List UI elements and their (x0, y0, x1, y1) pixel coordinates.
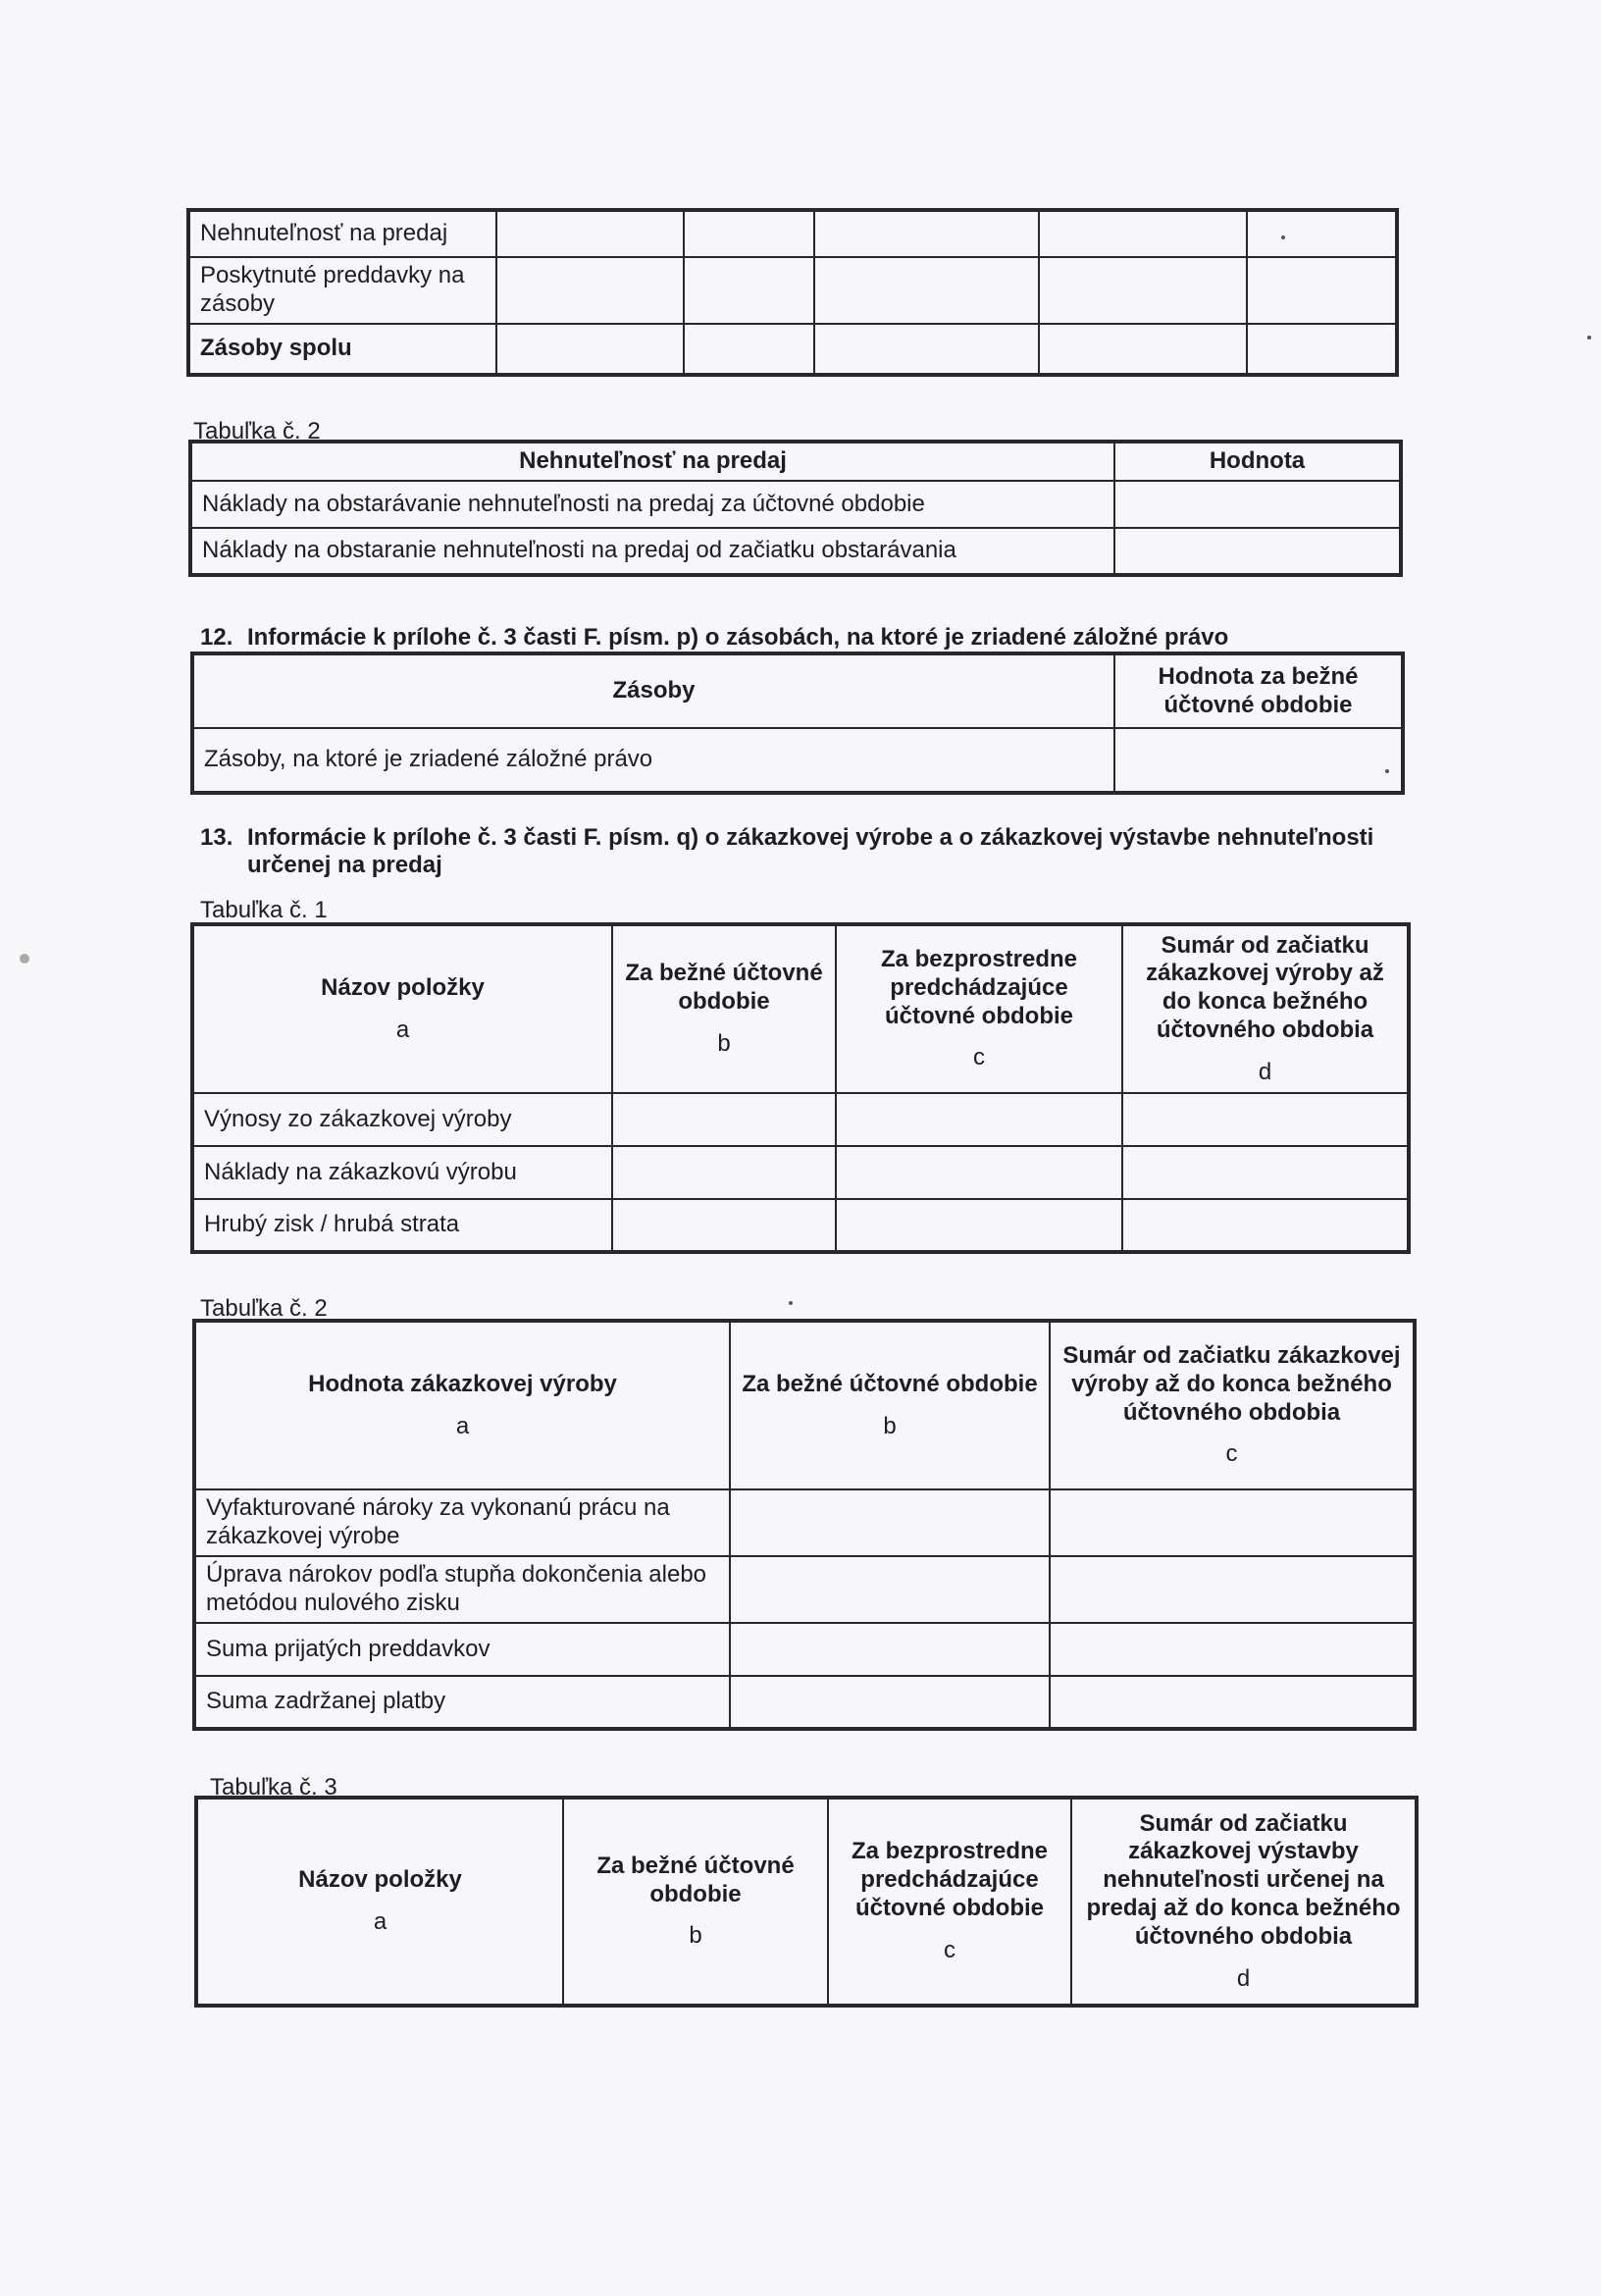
value-cell[interactable] (1247, 257, 1397, 324)
table-row (188, 210, 1397, 257)
scan-speck (1385, 769, 1389, 773)
header-text: Názov položky (298, 1866, 462, 1894)
table-header-row (194, 1321, 1415, 1489)
table-row (188, 324, 1397, 375)
value-cell[interactable] (1050, 1623, 1415, 1676)
section-title: Informácie k prílohe č. 3 časti F. písm. p) o zásobách, na ktoré je zriadené záložné právo (247, 624, 1229, 651)
value-cell[interactable] (684, 324, 814, 375)
column-header: Hodnota (1114, 442, 1401, 481)
row-label: Suma prijatých preddavkov (194, 1623, 730, 1676)
value-cell[interactable] (496, 210, 684, 257)
value-cell[interactable] (496, 324, 684, 375)
section-13-heading (200, 824, 1436, 879)
column-header (730, 1321, 1050, 1489)
table-row (190, 481, 1401, 528)
column-header (612, 924, 836, 1093)
column-letter: c (1225, 1440, 1238, 1468)
column-header (196, 1798, 563, 2006)
table-header-row (190, 442, 1401, 481)
table-caption: Tabuľka č. 2 (200, 1295, 328, 1322)
value-cell[interactable] (1039, 324, 1247, 375)
header-text: Za bežné účtovné obdobie (596, 1852, 795, 1907)
column-header: Hodnota za bežné účtovné obdobie (1114, 653, 1403, 728)
section-title-cont: určenej na predaj (247, 852, 442, 878)
table-caption: Tabuľka č. 1 (200, 897, 328, 923)
column-letter: c (944, 1936, 955, 1963)
header-text: Sumár od začiatku zákazkovej výroby až do konca bežného účtovného obdobia (1146, 931, 1384, 1043)
value-cell[interactable] (730, 1623, 1050, 1676)
value-cell[interactable] (684, 257, 814, 324)
value-cell[interactable] (1114, 528, 1401, 575)
table-header-row (192, 924, 1409, 1093)
section-number: 13. (200, 824, 233, 851)
header-text: Za bežné účtovné obdobie (742, 1370, 1038, 1397)
row-label: Nehnuteľnosť na predaj (188, 210, 496, 257)
row-label: Náklady na obstaranie nehnuteľnosti na predaj od začiatku obstarávania (190, 528, 1114, 575)
table-header-row (192, 653, 1403, 728)
value-cell[interactable] (1114, 481, 1401, 528)
column-header: Zásoby (192, 653, 1114, 728)
section-title: Informácie k prílohe č. 3 časti F. písm. q) o zákazkovej výrobe a o zákazkovej výstavbe nehnuteľnosti (247, 824, 1374, 851)
section-12-heading (200, 624, 1228, 652)
value-cell[interactable] (730, 1489, 1050, 1556)
column-header (1122, 924, 1409, 1093)
value-cell[interactable] (814, 210, 1039, 257)
row-label: Náklady na obstarávanie nehnuteľnosti na predaj za účtovné obdobie (190, 481, 1114, 528)
scan-speck (1281, 235, 1285, 239)
value-cell[interactable] (684, 210, 814, 257)
real-estate-construction-table (194, 1796, 1419, 2008)
header-text: Za bezprostredne predchádzajúce účtovné obdobie (880, 945, 1078, 1029)
column-letter: b (689, 1922, 702, 1950)
row-label: Výnosy zo zákazkovej výroby (192, 1093, 612, 1146)
header-text: Názov položky (321, 973, 485, 1001)
property-for-sale-table (188, 440, 1403, 577)
value-cell[interactable] (1050, 1489, 1415, 1556)
value-cell[interactable] (1050, 1556, 1415, 1623)
column-letter: b (883, 1412, 897, 1439)
header-text: Za bežné účtovné obdobie (625, 960, 823, 1016)
table-row (194, 1489, 1415, 1556)
scan-speck (20, 954, 29, 964)
column-header (192, 924, 612, 1093)
contract-production-table-1 (190, 922, 1411, 1254)
value-cell[interactable] (496, 257, 684, 324)
value-cell[interactable] (612, 1146, 836, 1199)
value-cell[interactable] (836, 1146, 1122, 1199)
row-label: Vyfakturované nároky za vykonanú prácu na zákazkovej výrobe (194, 1489, 730, 1556)
value-cell[interactable] (1247, 210, 1397, 257)
value-cell[interactable] (1122, 1146, 1409, 1199)
row-label-total: Zásoby spolu (188, 324, 496, 375)
header-text: Sumár od začiatku zákazkovej výroby až do konca bežného účtovného obdobia (1062, 1341, 1401, 1426)
row-label: Suma zadržanej platby (194, 1676, 730, 1729)
table-row (194, 1623, 1415, 1676)
column-letter: a (373, 1908, 387, 1935)
row-label: Hrubý zisk / hrubá strata (192, 1199, 612, 1252)
table-row (192, 728, 1403, 793)
value-cell[interactable] (836, 1199, 1122, 1252)
value-cell[interactable] (1050, 1676, 1415, 1729)
value-cell[interactable] (612, 1199, 836, 1252)
table-row (190, 528, 1401, 575)
table-row (192, 1199, 1409, 1252)
contract-production-table-2 (192, 1319, 1417, 1731)
header-text: Za bezprostredne predchádzajúce účtovné obdobie (851, 1838, 1049, 1921)
column-header: Nehnuteľnosť na predaj (190, 442, 1114, 481)
header-text: Sumár od začiatku zákazkovej výstavby nehnuteľnosti určenej na predaj až do konca bežného účtovného obdobia (1086, 1809, 1401, 1950)
value-cell[interactable] (1247, 324, 1397, 375)
table-row (192, 1146, 1409, 1199)
value-cell[interactable] (1039, 257, 1247, 324)
column-header (836, 924, 1122, 1093)
table-caption: Tabuľka č. 3 (210, 1774, 337, 1800)
value-cell[interactable] (612, 1093, 836, 1146)
scan-speck (1587, 336, 1591, 339)
table-row (194, 1676, 1415, 1729)
table-row (188, 257, 1397, 324)
value-cell[interactable] (814, 324, 1039, 375)
pledged-inventory-table (190, 652, 1405, 795)
column-letter: a (395, 1016, 410, 1043)
row-label: Poskytnuté preddavky na zásoby (188, 257, 496, 324)
scan-speck (789, 1301, 793, 1305)
value-cell[interactable] (1122, 1093, 1409, 1146)
column-header (563, 1798, 828, 2006)
row-label: Zásoby, na ktoré je zriadené záložné právo (192, 728, 1114, 793)
column-header (1071, 1798, 1417, 2006)
column-letter: c (973, 1044, 985, 1071)
header-text: Hodnota zákazkovej výroby (308, 1370, 617, 1397)
table-header-row (196, 1798, 1417, 2006)
value-cell[interactable] (730, 1676, 1050, 1729)
value-cell[interactable] (1114, 728, 1403, 793)
value-cell[interactable] (1122, 1199, 1409, 1252)
value-cell[interactable] (836, 1093, 1122, 1146)
value-cell[interactable] (1039, 210, 1247, 257)
row-label: Náklady na zákazkovú výrobu (192, 1146, 612, 1199)
table-row (192, 1093, 1409, 1146)
inventory-table-tail (186, 208, 1399, 377)
column-letter: d (1258, 1058, 1272, 1085)
value-cell[interactable] (730, 1556, 1050, 1623)
value-cell[interactable] (814, 257, 1039, 324)
column-header (194, 1321, 730, 1489)
table-caption: Tabuľka č. 2 (193, 418, 321, 444)
column-letter: a (455, 1412, 470, 1439)
table-row (194, 1556, 1415, 1623)
column-header (828, 1798, 1071, 2006)
column-letter: b (717, 1029, 731, 1057)
section-number: 12. (200, 624, 233, 651)
row-label: Úprava nárokov podľa stupňa dokončenia alebo metódou nulového zisku (194, 1556, 730, 1623)
column-letter: d (1236, 1964, 1251, 1992)
column-header (1050, 1321, 1415, 1489)
